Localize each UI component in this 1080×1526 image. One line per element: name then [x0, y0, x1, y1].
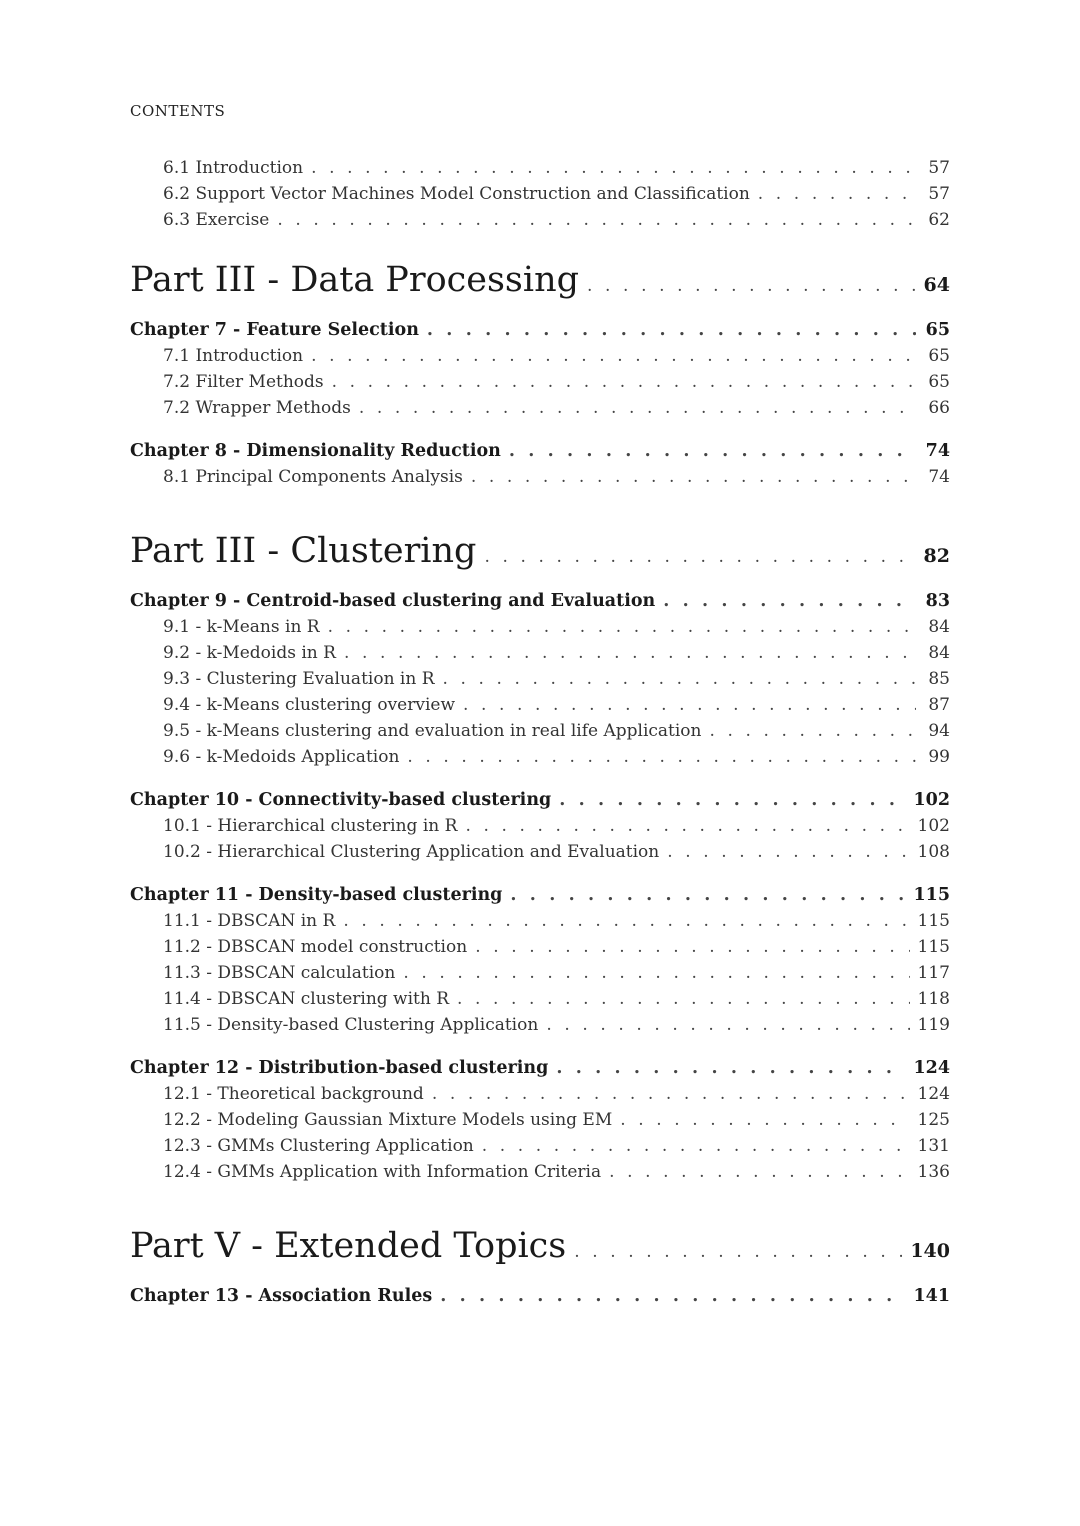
toc-chapter-row[interactable] [130, 1058, 950, 1084]
dot-leader [758, 184, 916, 204]
toc-page-number: 65 [928, 346, 950, 366]
toc-section-title: 10.2 - Hierarchical Clustering Application and Evaluation [163, 842, 660, 862]
dot-leader [432, 1084, 910, 1104]
toc-page-number: 115 [917, 911, 950, 931]
toc-page-number: 57 [928, 184, 950, 204]
dot-leader [663, 591, 916, 611]
toc-chapter-row[interactable] [130, 1286, 950, 1312]
table-of-contents [130, 158, 950, 1312]
toc-part-row[interactable] [130, 531, 950, 581]
toc-page-number: 65 [925, 320, 950, 340]
toc-page-number: 94 [928, 721, 950, 741]
dot-leader [667, 842, 909, 862]
toc-section-title: 11.4 - DBSCAN clustering with R [163, 989, 450, 1009]
toc-page-number: 83 [925, 591, 950, 611]
toc-section-title: 12.1 - Theoretical background [163, 1084, 424, 1104]
dot-leader [359, 398, 916, 418]
toc-section-title: 6.3 Exercise [163, 210, 270, 230]
toc-section-title: 9.3 - Clustering Evaluation in R [163, 669, 435, 689]
toc-chapter-title: Chapter 12 - Distribution-based clustering [130, 1058, 549, 1078]
dot-leader [328, 617, 916, 637]
toc-page-number: 115 [913, 885, 950, 905]
toc-page-number: 108 [917, 842, 950, 862]
toc-chapter-title: Chapter 10 - Connectivity-based clustering [130, 790, 552, 810]
toc-part-title: Part III - Data Processing [130, 260, 580, 300]
toc-page-number: 131 [917, 1136, 950, 1156]
dot-leader [332, 372, 916, 392]
toc-page-number: 57 [928, 158, 950, 178]
dot-leader [482, 1136, 910, 1156]
toc-page-number: 84 [928, 643, 950, 663]
dot-leader [407, 747, 916, 767]
toc-section-title: 9.5 - k-Means clustering and evaluation in real life Application [163, 721, 702, 741]
toc-page-number: 141 [913, 1286, 950, 1306]
toc-section-row[interactable] [130, 643, 950, 669]
toc-page-number: 99 [928, 747, 950, 767]
toc-page-number: 66 [928, 398, 950, 418]
toc-section-title: 9.6 - k-Medoids Application [163, 747, 400, 767]
toc-section-row[interactable] [130, 937, 950, 963]
toc-section-title: 9.2 - k-Medoids in R [163, 643, 336, 663]
toc-page-number: 87 [928, 695, 950, 715]
toc-part-title: Part V - Extended Topics [130, 1226, 567, 1266]
toc-page-number: 62 [928, 210, 950, 230]
toc-section-row[interactable] [130, 747, 950, 773]
dot-leader [465, 816, 909, 836]
toc-section-title: 7.1 Introduction [163, 346, 304, 366]
toc-section-row[interactable] [130, 210, 950, 236]
toc-section-row[interactable] [130, 911, 950, 937]
dot-leader [344, 643, 916, 663]
toc-chapter-title: Chapter 9 - Centroid-based clustering and Evaluation [130, 591, 656, 611]
toc-section-row[interactable] [130, 184, 950, 210]
dot-leader [484, 547, 915, 567]
toc-page-number: 119 [917, 1015, 950, 1035]
running-head: CONTENTS [130, 102, 226, 120]
toc-page-number: 117 [917, 963, 950, 983]
toc-section-row[interactable] [130, 346, 950, 372]
toc-page-number: 115 [917, 937, 950, 957]
toc-section-title: 9.4 - k-Means clustering overview [163, 695, 456, 715]
toc-chapter-title: Chapter 11 - Density-based clustering [130, 885, 503, 905]
dot-leader [311, 158, 916, 178]
toc-section-row[interactable] [130, 963, 950, 989]
dot-leader [427, 320, 916, 340]
toc-section-row[interactable] [130, 695, 950, 721]
toc-chapter-row[interactable] [130, 320, 950, 346]
toc-section-title: 10.1 - Hierarchical clustering in R [163, 816, 458, 836]
dot-leader [556, 1058, 905, 1078]
dot-leader [574, 1242, 902, 1262]
dot-leader [510, 885, 905, 905]
toc-section-row[interactable] [130, 398, 950, 424]
dot-leader [475, 937, 909, 957]
toc-section-row[interactable] [130, 372, 950, 398]
toc-chapter-title: Chapter 8 - Dimensionality Reduction [130, 441, 501, 461]
dot-leader [471, 467, 916, 487]
toc-section-title: 7.2 Wrapper Methods [163, 398, 351, 418]
toc-section-title: 11.1 - DBSCAN in R [163, 911, 336, 931]
toc-section-title: 11.2 - DBSCAN model construction [163, 937, 468, 957]
toc-page-number: 64 [923, 274, 950, 296]
toc-section-row[interactable] [130, 669, 950, 695]
dot-leader [343, 911, 909, 931]
toc-section-title: 6.1 Introduction [163, 158, 304, 178]
toc-page-number: 140 [910, 1240, 950, 1262]
toc-section-title: 12.3 - GMMs Clustering Application [163, 1136, 474, 1156]
toc-section-row[interactable] [130, 816, 950, 842]
toc-page-number: 124 [913, 1058, 950, 1078]
toc-page-number: 136 [917, 1162, 950, 1182]
toc-section-row[interactable] [130, 1084, 950, 1110]
toc-page-number: 84 [928, 617, 950, 637]
toc-section-row[interactable] [130, 1110, 950, 1136]
toc-section-title: 6.2 Support Vector Machines Model Construction and Classification [163, 184, 750, 204]
toc-chapter-row[interactable] [130, 790, 950, 816]
dot-leader [277, 210, 916, 230]
dot-leader [440, 1286, 905, 1306]
toc-page-number: 82 [923, 545, 950, 567]
toc-chapter-title: Chapter 7 - Feature Selection [130, 320, 419, 340]
toc-page-number: 102 [913, 790, 950, 810]
toc-section-title: 12.4 - GMMs Application with Information Criteria [163, 1162, 602, 1182]
toc-section-title: 9.1 - k-Means in R [163, 617, 320, 637]
toc-section-row[interactable] [130, 1136, 950, 1162]
dot-leader [311, 346, 916, 366]
toc-page-number: 74 [925, 441, 950, 461]
toc-section-row[interactable] [130, 467, 950, 493]
toc-section-row[interactable] [130, 1015, 950, 1041]
dot-leader [443, 669, 916, 689]
dot-leader [463, 695, 916, 715]
toc-section-title: 8.1 Principal Components Analysis [163, 467, 463, 487]
toc-section-row[interactable] [130, 1162, 950, 1188]
toc-chapter-row[interactable] [130, 591, 950, 617]
toc-page-number: 102 [917, 816, 950, 836]
toc-page-number: 124 [917, 1084, 950, 1104]
toc-part-row[interactable] [130, 1226, 950, 1276]
dot-leader [587, 276, 916, 296]
dot-leader [403, 963, 909, 983]
dot-leader [710, 721, 917, 741]
toc-section-row[interactable] [130, 721, 950, 747]
dot-leader [609, 1162, 909, 1182]
toc-part-row[interactable] [130, 260, 950, 310]
toc-section-row[interactable] [130, 842, 950, 868]
toc-section-row[interactable] [130, 617, 950, 643]
dot-leader [546, 1015, 909, 1035]
dot-leader [620, 1110, 909, 1130]
dot-leader [457, 989, 910, 1009]
toc-chapter-title: Chapter 13 - Association Rules [130, 1286, 433, 1306]
toc-section-title: 12.2 - Modeling Gaussian Mixture Models using EM [163, 1110, 613, 1130]
toc-part-title: Part III - Clustering [130, 531, 477, 571]
toc-section-title: 11.5 - Density-based Clustering Application [163, 1015, 539, 1035]
toc-page-number: 74 [928, 467, 950, 487]
toc-chapter-row[interactable] [130, 885, 950, 911]
toc-section-title: 7.2 Filter Methods [163, 372, 324, 392]
toc-section-title: 11.3 - DBSCAN calculation [163, 963, 396, 983]
toc-page-number: 125 [917, 1110, 950, 1130]
toc-page-number: 85 [928, 669, 950, 689]
toc-chapter-row[interactable] [130, 441, 950, 467]
dot-leader [559, 790, 905, 810]
dot-leader [509, 441, 916, 461]
toc-section-row[interactable] [130, 158, 950, 184]
toc-section-row[interactable] [130, 989, 950, 1015]
toc-page-number: 118 [917, 989, 950, 1009]
toc-page-number: 65 [928, 372, 950, 392]
